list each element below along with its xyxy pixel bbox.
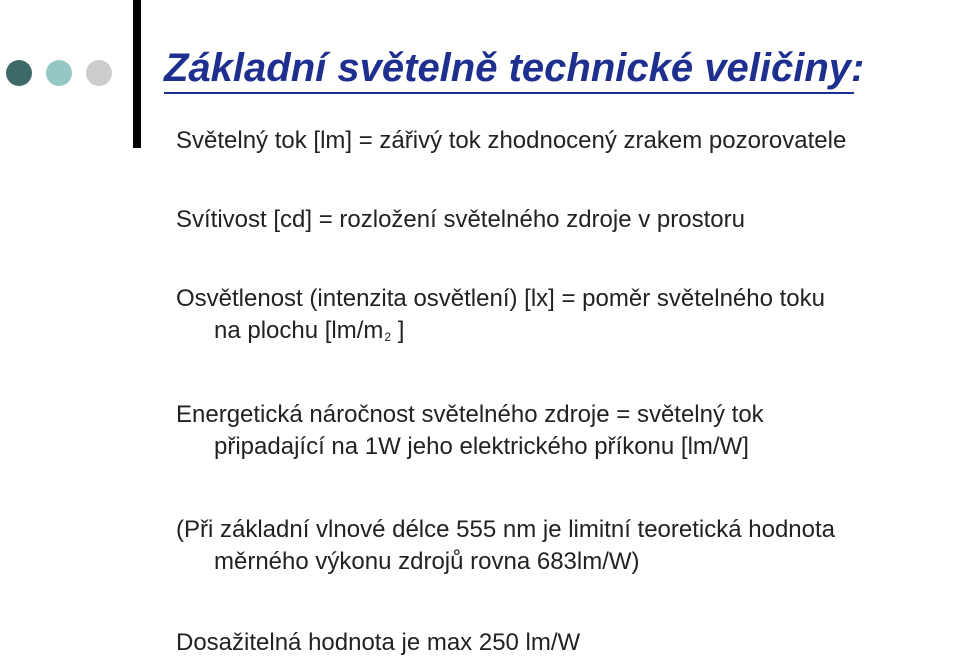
paragraph-text: Osvětlenost (intenzita osvětlení) [lx] = poměr světelného toku (176, 285, 825, 312)
decor-dot-mid (46, 60, 72, 86)
decor-dot-dark (6, 60, 32, 86)
paragraph-luminous-intensity (176, 204, 745, 236)
slide-title: Základní světelně technické veličiny: (164, 46, 865, 90)
superscript-exponent: 2 (384, 330, 392, 344)
paragraph-energy-demand (176, 399, 764, 463)
paragraph-continuation: měrného výkonu zdrojů rovna 683lm/W) (214, 548, 640, 575)
paragraph-theoretical-limit (176, 514, 835, 578)
paragraph-luminous-flux (176, 125, 846, 157)
paragraph-text: Svítivost [cd] = rozložení světelného zdroje v prostoru (176, 206, 745, 233)
paragraph-text: ] (391, 317, 405, 344)
paragraph-achievable-value (176, 627, 580, 659)
paragraph-text: Dosažitelná hodnota je max 250 lm/W (176, 629, 581, 656)
paragraph-continuation: připadající na 1W jeho elektrického příkonu [lm/W] (214, 433, 749, 460)
title-underline (164, 92, 854, 94)
paragraph-illuminance (176, 283, 825, 353)
paragraph-text: Energetická náročnost světelného zdroje = světelný tok (176, 401, 764, 428)
paragraph-text: na plochu [lm/m (214, 317, 384, 344)
paragraph-text: Světelný tok [lm] = zářivý tok zhodnocený zrakem pozorovatele (176, 127, 847, 154)
paragraph-text: (Při základní vlnové délce 555 nm je limitní teoretická hodnota (176, 516, 836, 543)
decor-dot-light (86, 60, 112, 86)
decor-vertical-bar (133, 0, 141, 148)
paragraph-continuation (176, 315, 825, 353)
